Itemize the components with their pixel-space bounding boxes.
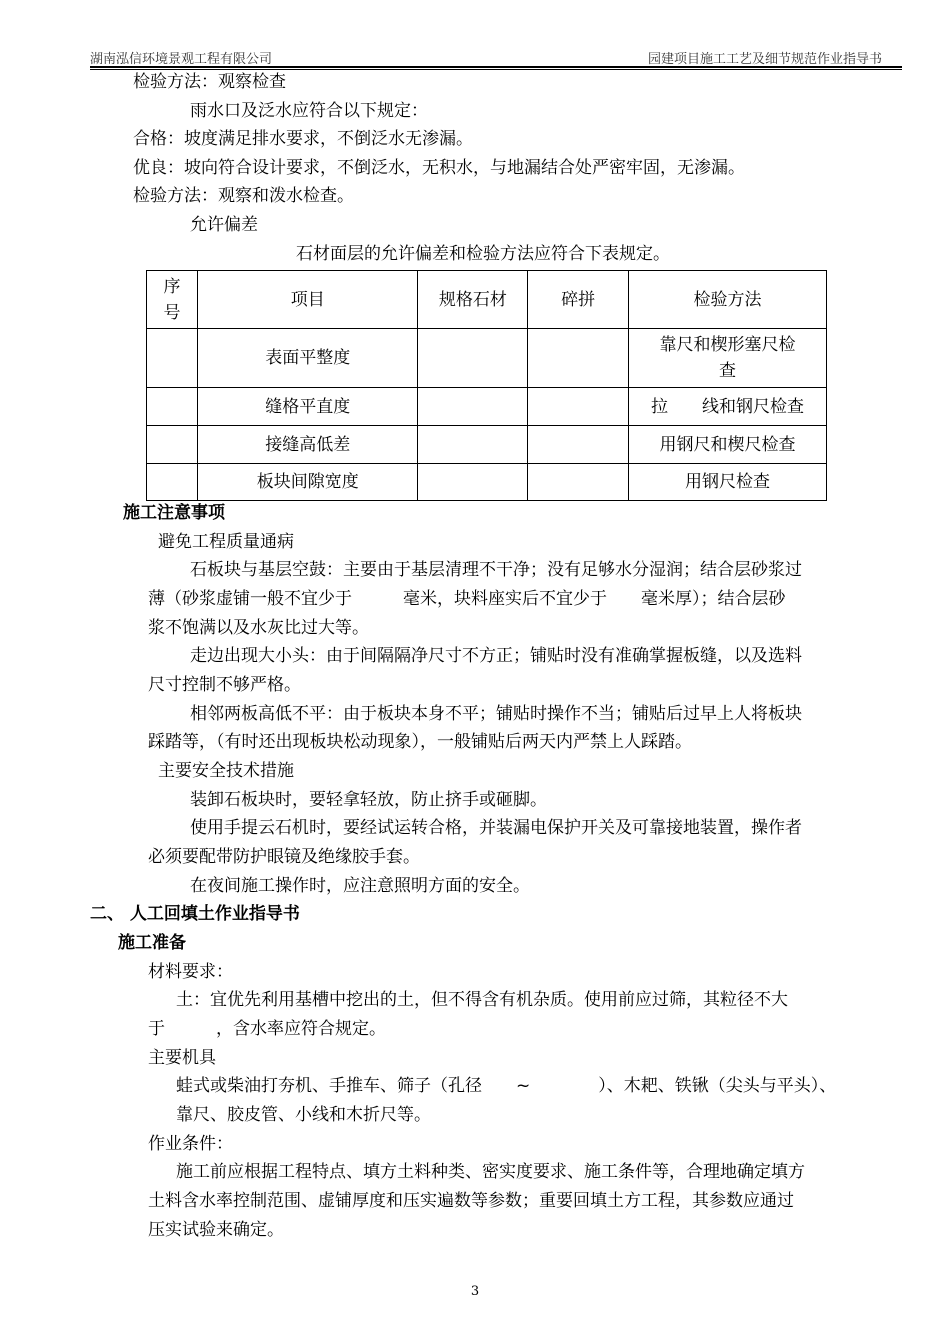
cell-no [147,426,198,464]
table-header-row [147,271,827,329]
header-cell-mosaic: 碎拼 [528,271,629,329]
header-rule [90,66,902,68]
text-line: 优良：坡向符合设计要求，不倒泛水，无积水，与地漏结合处严密牢固，无渗漏。 [133,158,745,178]
text-line: 靠尺、胶皮管、小线和木折尺等。 [176,1105,431,1125]
cell-spec [418,464,528,501]
cell-mosaic [528,388,629,426]
cell-mosaic [528,329,629,388]
text-line: 薄（砂浆虚铺一般不宜少于 毫米，块料座实后不宜少于 毫米厚）；结合层砂 [148,589,786,609]
cell-mosaic [528,464,629,501]
chapter-heading: 二、 人工回填土作业指导书 [90,904,300,924]
cell-method: 拉 线和钢尺检查 [629,388,827,426]
page-number: 3 [470,1284,480,1299]
text-line: 踩踏等，（有时还出现板块松动现象），一般铺贴后两天内严禁上人踩踏。 [148,732,692,752]
tolerance-table [146,270,827,501]
table-row [147,329,827,388]
table-row [147,388,827,426]
header-cell-item: 项目 [197,271,418,329]
table-row [147,426,827,464]
subheading: 材料要求： [148,962,233,982]
header-cell-method: 检验方法 [629,271,827,329]
cell-method: 靠尺和楔形塞尺检查 [629,329,827,388]
text-line: 在夜间施工操作时，应注意照明方面的安全。 [190,876,530,896]
text-line: 雨水口及泛水应符合以下规定： [190,101,428,121]
section-heading: 施工准备 [118,933,186,953]
cell-mosaic [528,426,629,464]
table-row [147,464,827,501]
cell-spec [418,388,528,426]
text-line: 合格：坡度满足排水要求，不倒泛水无渗漏。 [133,129,473,149]
text-line: 尺寸控制不够严格。 [148,675,301,695]
header-company: 湖南泓信环境景观工程有限公司 [90,52,273,67]
text-line: 浆不饱满以及水灰比过大等。 [148,618,369,638]
table-caption: 石材面层的允许偏差和检验方法应符合下表规定。 [296,244,670,264]
cell-no [147,329,198,388]
text-line: 压实试验来确定。 [148,1220,284,1240]
text-line: 必须要配带防护眼镜及绝缘胶手套。 [148,847,420,867]
text-line: 允许偏差 [190,215,258,235]
cell-method: 用钢尺检查 [629,464,827,501]
text-line: 检验方法：观察检查 [133,72,286,92]
text-line: 相邻两板高低不平：由于板块本身不平；铺贴时操作不当；铺贴后过早上人将板块 [190,704,802,724]
cell-spec [418,426,528,464]
section-heading: 施工注意事项 [123,503,225,523]
header-doc-title: 园建项目施工工艺及细节规范作业指导书 [647,52,882,67]
text-line: 使用手提云石机时，要经试运转合格，并装漏电保护开关及可靠接地装置，操作者 [190,818,802,838]
header-cell-no: 序号 [147,271,198,329]
subheading: 主要机具 [148,1048,216,1068]
header-cell-spec: 规格石材 [418,271,528,329]
subheading: 作业条件： [148,1134,233,1154]
cell-item: 缝格平直度 [197,388,418,426]
text-line: 蛙式或柴油打夯机、手推车、筛子（孔径 ~ ）、木耙、铁锹（尖头与平头）、 [176,1076,837,1096]
cell-method: 用钢尺和楔尺检查 [629,426,827,464]
text-line: 检验方法：观察和泼水检查。 [133,186,354,206]
text-line: 于 ，含水率应符合规定。 [148,1019,386,1039]
text-line: 土：宜优先利用基槽中挖出的土，但不得含有机杂质。使用前应过筛，其粒径不大 [176,990,788,1010]
subheading: 主要安全技术措施 [158,761,294,781]
cell-no [147,388,198,426]
cell-item: 板块间隙宽度 [197,464,418,501]
cell-spec [418,329,528,388]
cell-item: 接缝高低差 [197,426,418,464]
text-line: 土料含水率控制范围、虚铺厚度和压实遍数等参数；重要回填土方工程，其参数应通过 [148,1191,794,1211]
text-line: 装卸石板块时，要轻拿轻放，防止挤手或砸脚。 [190,790,547,810]
cell-no [147,464,198,501]
text-line: 施工前应根据工程特点、填方土料种类、密实度要求、施工条件等，合理地确定填方 [176,1162,805,1182]
cell-item: 表面平整度 [197,329,418,388]
subheading: 避免工程质量通病 [158,532,294,552]
text-line: 石板块与基层空鼓：主要由于基层清理不干净；没有足够水分湿润；结合层砂浆过 [190,560,802,580]
text-line: 走边出现大小头：由于间隔隔净尺寸不方正；铺贴时没有准确掌握板缝，以及选料 [190,646,802,666]
